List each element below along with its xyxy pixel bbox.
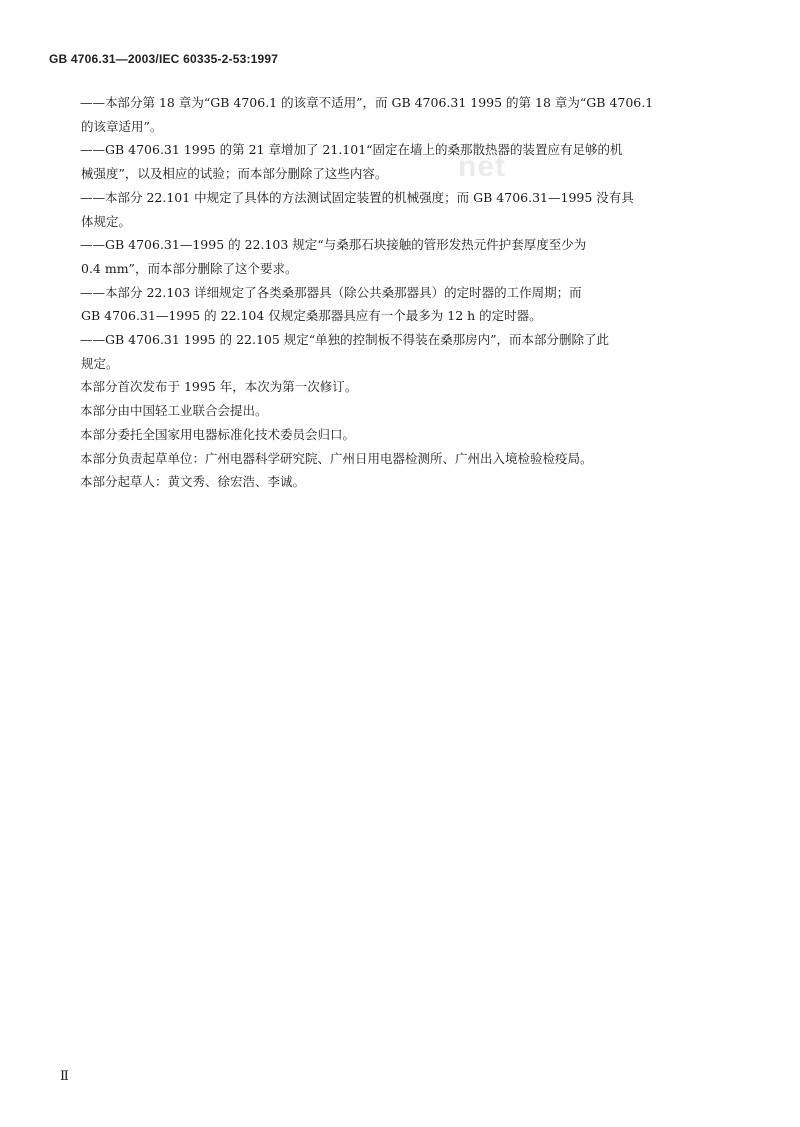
change-item-continuation: 0.4 mm”，而本部分删除了这个要求。 <box>81 260 298 276</box>
change-item-text: ——GB 4706.31 1995 的 22.105 规定“单独的控制板不得装在桑那房内”，而本部分删除了此 <box>80 332 610 348</box>
change-item-3 <box>80 186 722 233</box>
page-number: Ⅱ <box>60 1068 69 1083</box>
change-item-text: ——本部分 22.103 详细规定了各类桑那器具（除公共桑那器具）的定时器的工作周期；而 <box>80 284 582 300</box>
document-header-code: GB 4706.31—2003/IEC 60335-2-53:1997 <box>49 52 279 66</box>
proposer-paragraph: 本部分由中国轻工业联合会提出。 <box>80 403 268 419</box>
change-item-continuation: 械强度”，以及相应的试验；而本部分删除了这些内容。 <box>81 166 388 182</box>
change-item-6 <box>80 328 722 375</box>
change-item-text: ——GB 4706.31—1995 的 22.103 规定“与桑那石块接触的管形发热元件护套厚度至少为 <box>80 237 587 253</box>
change-item-continuation: GB 4706.31—1995 的 22.104 仅规定桑那器具应有一个最多为 12 h 的定时器。 <box>81 308 542 324</box>
change-item-4 <box>80 233 722 280</box>
change-item-continuation: 的该章适用”。 <box>81 118 163 134</box>
publication-history-paragraph: 本部分首次发布于 1995 年，本次为第一次修订。 <box>80 379 358 395</box>
change-item-1 <box>80 91 722 138</box>
change-item-continuation: 体规定。 <box>81 213 132 229</box>
foreword-body <box>80 91 722 494</box>
drafting-units-paragraph: 本部分负责起草单位：广州电器科学研究院、广州日用电器检测所、广州出入境检验检疫局。 <box>80 450 593 466</box>
drafters-paragraph: 本部分起草人：黄文秀、徐宏浩、李诚。 <box>80 474 306 490</box>
change-item-5 <box>80 281 722 328</box>
change-item-text: ——GB 4706.31 1995 的第 21 章增加了 21.101“固定在墙上的桑那散热器的装置应有足够的机 <box>80 142 623 158</box>
change-item-2 <box>80 138 722 185</box>
watermark-text: net <box>458 150 506 183</box>
change-item-continuation: 规定。 <box>81 355 119 371</box>
change-item-text: ——本部分第 18 章为“GB 4706.1 的该章不适用”，而 GB 4706.31 1995 的第 18 章为“GB 4706.1 <box>80 95 654 110</box>
technical-committee-paragraph: 本部分委托全国家用电器标准化技术委员会归口。 <box>80 426 356 442</box>
change-item-text: ——本部分 22.101 中规定了具体的方法测试固定装置的机械强度；而 GB 4706.31—1995 没有具 <box>80 189 634 205</box>
